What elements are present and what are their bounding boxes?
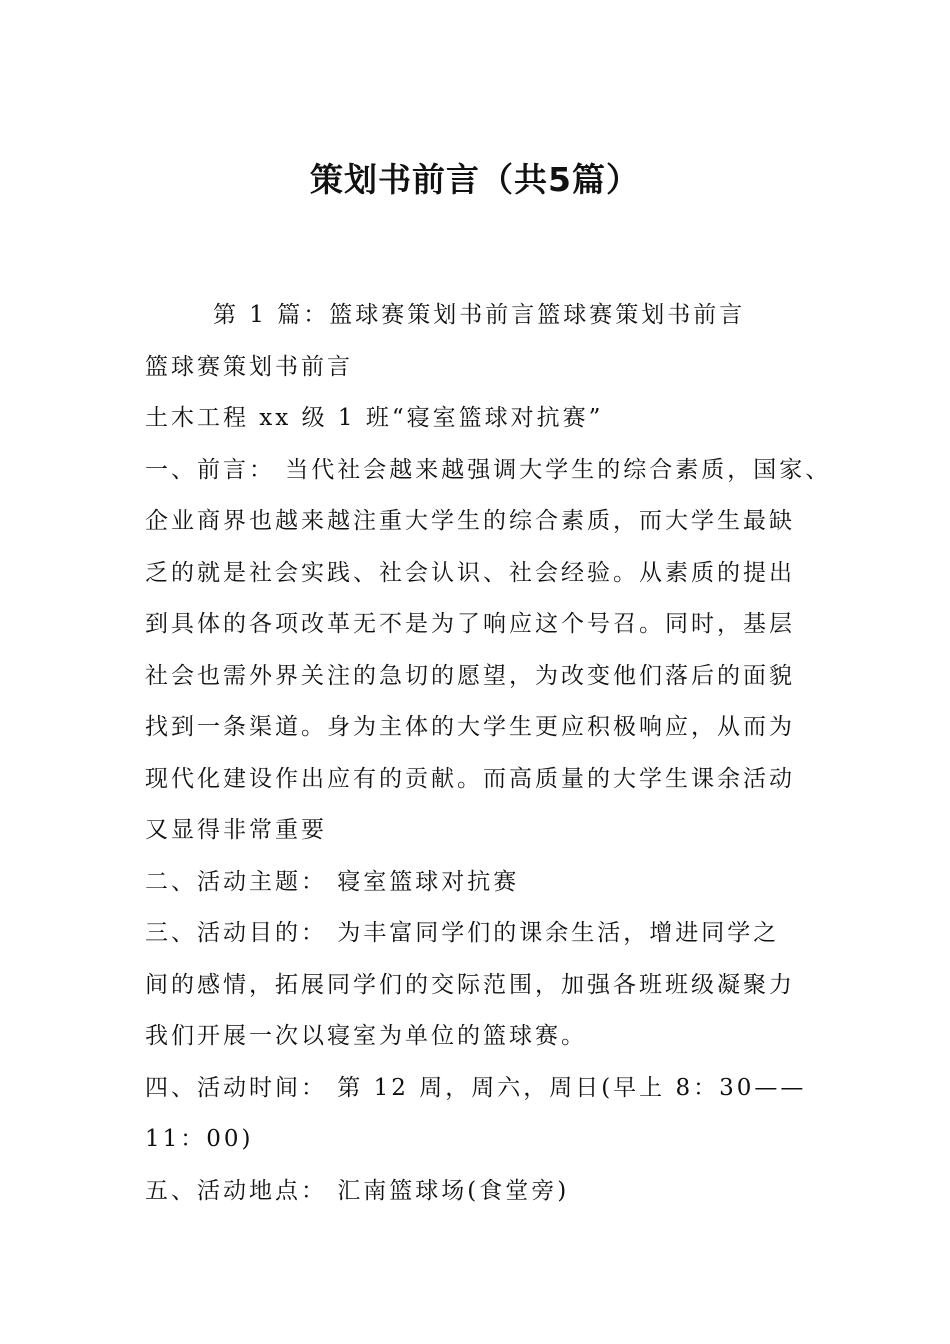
paragraph-line: 三、活动目的： 为丰富同学们的课余生活，增进同学之 (145, 920, 780, 946)
paragraph-line: 乏的就是社会实践、社会认识、社会经验。从素质的提出 (145, 559, 795, 586)
paragraph-line: 到具体的各项改革无不是为了响应这个号召。同时，基层 (145, 611, 795, 637)
document-body (145, 290, 832, 1217)
paragraph-line: 土木工程 xx 级 1 班“寝室篮球对抗赛” (145, 405, 604, 431)
paragraph-line: 第 1 篇：篮球赛策划书前言篮球赛策划书前言 (213, 302, 746, 328)
paragraph-line: 又显得非常重要 (145, 817, 327, 843)
paragraph-line: 四、活动时间： 第 12 周，周六，周日(早上 8：30—— (145, 1074, 807, 1101)
paragraph-line: 二、活动主题： 寝室篮球对抗赛 (145, 868, 520, 895)
paragraph-line: 社会也需外界关注的急切的愿望，为改变他们落后的面貌 (145, 662, 795, 689)
paragraph-line: 现代化建设作出应有的贡献。而高质量的大学生课余活动 (145, 765, 795, 792)
paragraph-line: 篮球赛策划书前言 (145, 353, 353, 380)
paragraph-line: 一、前言： 当代社会越来越强调大学生的综合素质，国家、 (145, 456, 832, 483)
paragraph-line: 找到一条渠道。身为主体的大学生更应积极响应，从而为 (145, 714, 795, 740)
paragraph-line: 企业商界也越来越注重大学生的综合素质，而大学生最缺 (145, 508, 795, 534)
paragraph-line: 间的感情，拓展同学们的交际范围，加强各班班级凝聚力 (145, 971, 795, 998)
paragraph-line: 五、活动地点： 汇南篮球场(食堂旁) (145, 1177, 570, 1204)
paragraph-line: 11：00) (145, 1126, 254, 1152)
document-title: 策划书前言（共5篇） (310, 160, 640, 199)
paragraph-line: 我们开展一次以寝室为单位的篮球赛。 (145, 1023, 587, 1049)
